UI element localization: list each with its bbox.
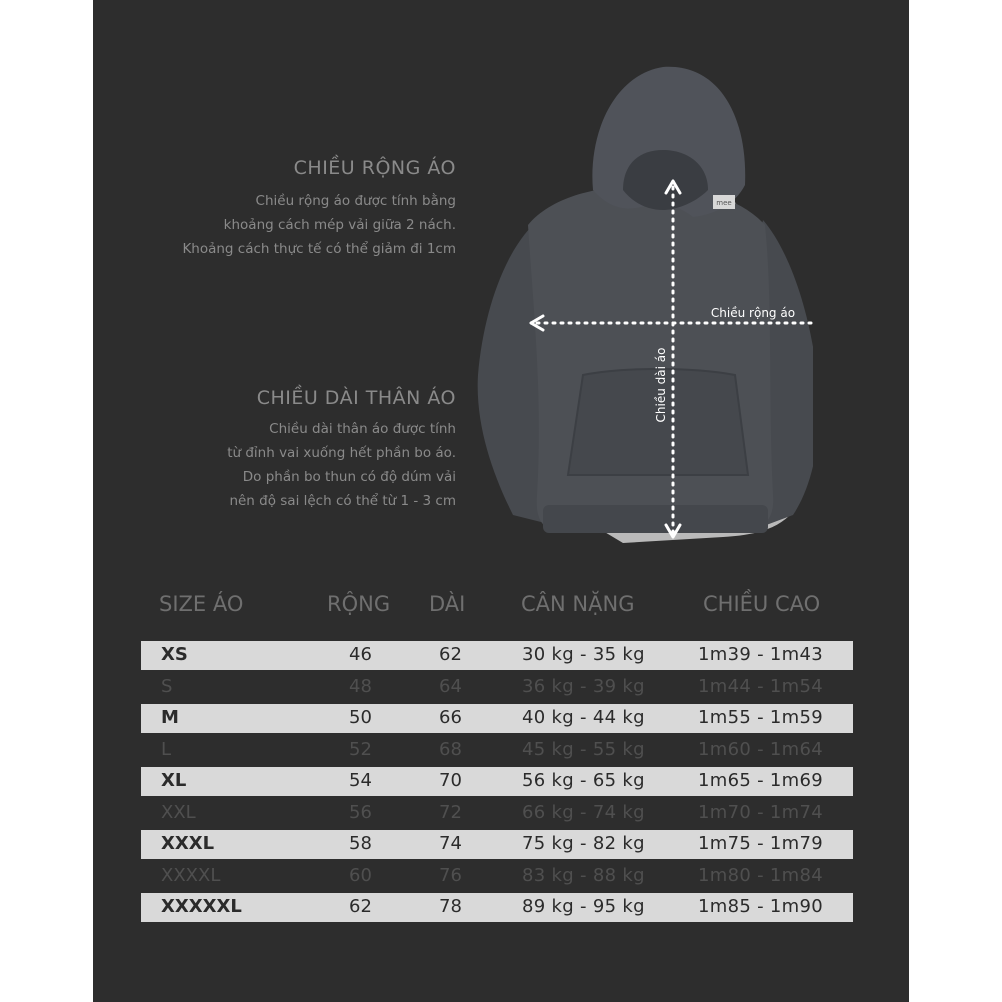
hoodie-diagram xyxy=(473,55,813,555)
length-desc-line: Chiều dài thân áo được tính xyxy=(269,421,456,437)
length-cell: 74 xyxy=(439,833,462,854)
size-cell: XXXXXL xyxy=(161,896,242,917)
neck-tag-text: mee xyxy=(716,199,732,207)
height-cell: 1m44 - 1m54 xyxy=(698,676,824,697)
weight-cell: 75 kg - 82 kg xyxy=(522,833,645,854)
height-cell: 1m85 - 1m90 xyxy=(698,896,824,917)
table-row xyxy=(141,704,853,733)
size-cell: XXXXL xyxy=(161,865,221,886)
length-cell: 78 xyxy=(439,896,462,917)
width-desc-line: Khoảng cách thực tế có thể giảm đi 1cm xyxy=(182,241,456,257)
width-cell: 50 xyxy=(349,707,372,728)
length-cell: 62 xyxy=(439,644,462,665)
height-cell: 1m60 - 1m64 xyxy=(698,739,824,760)
height-cell: 1m70 - 1m74 xyxy=(698,802,824,823)
width-heading: CHIỀU RỘNG ÁO xyxy=(293,157,456,179)
length-cell: 68 xyxy=(439,739,462,760)
weight-cell: 30 kg - 35 kg xyxy=(522,644,645,665)
weight-cell: 40 kg - 44 kg xyxy=(522,707,645,728)
table-row xyxy=(141,736,853,765)
weight-cell: 83 kg - 88 kg xyxy=(522,865,645,886)
size-cell: L xyxy=(161,739,172,760)
width-cell: 60 xyxy=(349,865,372,886)
table-row xyxy=(141,862,853,891)
height-cell: 1m80 - 1m84 xyxy=(698,865,824,886)
header-length: DÀI xyxy=(429,592,466,616)
hoodie-body xyxy=(528,187,773,533)
height-cell: 1m39 - 1m43 xyxy=(698,644,824,665)
length-cell: 66 xyxy=(439,707,462,728)
weight-cell: 45 kg - 55 kg xyxy=(522,739,645,760)
height-cell: 1m55 - 1m59 xyxy=(698,707,824,728)
width-cell: 52 xyxy=(349,739,372,760)
length-desc-line: nên độ sai lệch có thể từ 1 - 3 cm xyxy=(229,493,456,509)
header-height: CHIỀU CAO xyxy=(703,592,821,616)
weight-cell: 36 kg - 39 kg xyxy=(522,676,645,697)
table-row xyxy=(141,830,853,859)
length-cell: 64 xyxy=(439,676,462,697)
width-cell: 58 xyxy=(349,833,372,854)
length-desc-line: từ đỉnh vai xuống hết phần bo áo. xyxy=(227,445,456,461)
header-width: RỘNG xyxy=(327,592,391,616)
table-row xyxy=(141,673,853,702)
header-weight: CÂN NẶNG xyxy=(521,592,635,616)
size-guide-panel xyxy=(93,0,909,1002)
length-label: Chiều dài áo xyxy=(654,347,668,423)
height-cell: 1m65 - 1m69 xyxy=(698,770,824,791)
width-cell: 54 xyxy=(349,770,372,791)
width-label: Chiều rộng áo xyxy=(710,306,796,320)
length-cell: 76 xyxy=(439,865,462,886)
weight-cell: 66 kg - 74 kg xyxy=(522,802,645,823)
width-cell: 62 xyxy=(349,896,372,917)
width-cell: 46 xyxy=(349,644,372,665)
width-desc-line: khoảng cách mép vải giữa 2 nách. xyxy=(223,217,456,233)
length-description xyxy=(227,417,456,513)
hoodie-hem xyxy=(543,505,768,533)
size-cell: S xyxy=(161,676,173,697)
weight-cell: 56 kg - 65 kg xyxy=(522,770,645,791)
header-size: SIZE ÁO xyxy=(159,592,244,616)
height-cell: 1m75 - 1m79 xyxy=(698,833,824,854)
length-cell: 72 xyxy=(439,802,462,823)
size-cell: XXXL xyxy=(161,833,215,854)
length-heading: CHIỀU DÀI THÂN ÁO xyxy=(256,387,456,409)
width-cell: 48 xyxy=(349,676,372,697)
width-desc-line: Chiều rộng áo được tính bằng xyxy=(255,193,456,209)
width-description xyxy=(182,189,456,261)
size-cell: XL xyxy=(161,770,187,791)
table-row xyxy=(141,799,853,828)
length-cell: 70 xyxy=(439,770,462,791)
size-cell: M xyxy=(161,707,179,728)
width-cell: 56 xyxy=(349,802,372,823)
size-cell: XS xyxy=(161,644,188,665)
length-desc-line: Do phần bo thun có độ dúm vải xyxy=(242,469,456,485)
table-row xyxy=(141,767,853,796)
table-row xyxy=(141,641,853,670)
size-cell: XXL xyxy=(161,802,196,823)
weight-cell: 89 kg - 95 kg xyxy=(522,896,645,917)
table-row xyxy=(141,893,853,922)
